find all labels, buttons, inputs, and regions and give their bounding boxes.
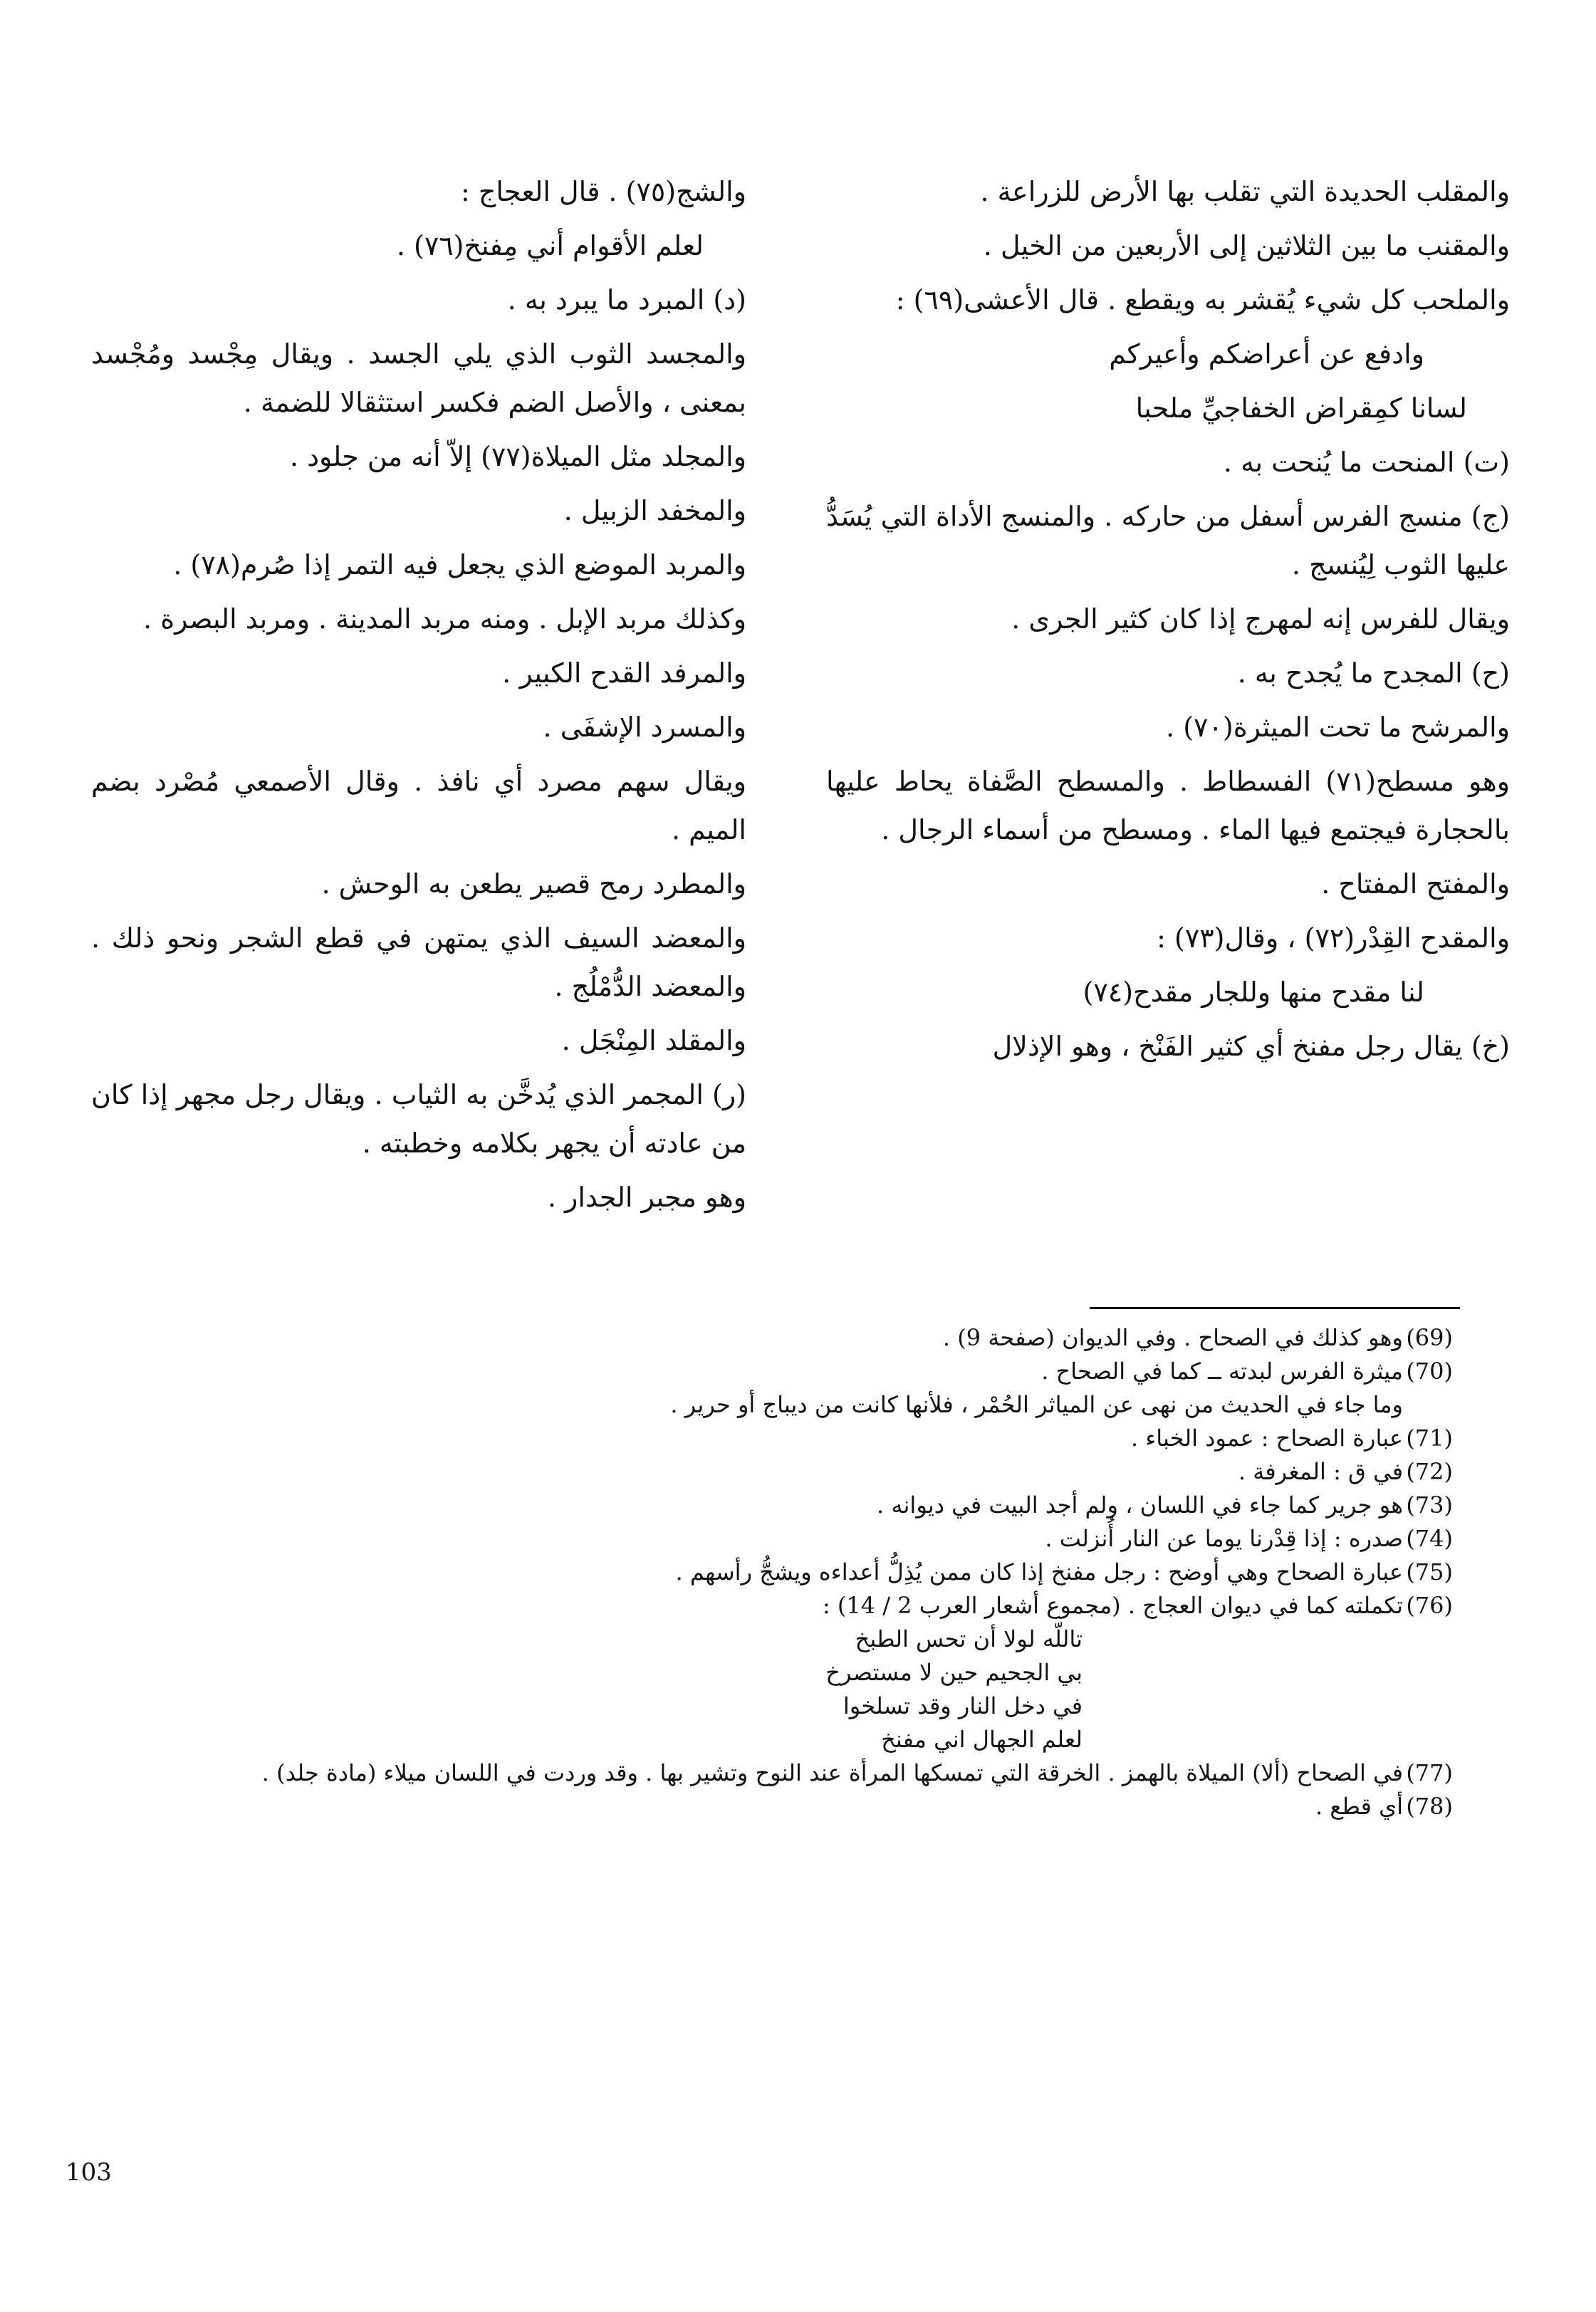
footnote-separator bbox=[1090, 1307, 1460, 1309]
footnote bbox=[114, 1355, 1453, 1388]
footnote-number: (78) bbox=[1406, 1793, 1453, 1820]
paragraph: والمقلب الحديدة التي تقلب بها الأرض للزراعة . bbox=[980, 176, 1510, 207]
paragraph: (د) المبرد ما يبرد به . bbox=[507, 284, 746, 316]
verse-line: لنا مقدح منها وللجار مقدح(٧٤) bbox=[1083, 977, 1424, 1008]
paragraph: وهو مسطح(٧١) الفسطاط . والمسطح الصَّفاة يحاط عليها بالحجارة فيجتمع فيها الماء . ومسطح من أسماء الرجال . bbox=[826, 766, 1510, 845]
footnote-number: (70) bbox=[1406, 1358, 1453, 1385]
footnote bbox=[114, 1489, 1453, 1522]
footnote bbox=[114, 1522, 1453, 1556]
poem-line: بي الجحيم حين لا مستصرخ bbox=[825, 1659, 1083, 1686]
paragraph: والمسرد الإشفَى . bbox=[543, 712, 746, 743]
footnote-number: (75) bbox=[1406, 1558, 1453, 1585]
footnote-text: وهو كذلك في الصحاح . وفي الديوان (صفحة 9) . bbox=[942, 1324, 1403, 1351]
right-column bbox=[826, 167, 1510, 1076]
footnotes bbox=[114, 1321, 1453, 1823]
footnote-number: (72) bbox=[1406, 1458, 1453, 1485]
footnote-number: (74) bbox=[1406, 1525, 1453, 1552]
paragraph: والمرشح ما تحت الميثرة(٧٠) . bbox=[1166, 712, 1510, 743]
paragraph: وكذلك مربد الإبل . ومنه مربد المدينة . ومربد البصرة . bbox=[143, 603, 746, 635]
paragraph: (ت) المنحت ما يُنحت به . bbox=[1223, 447, 1510, 478]
paragraph: (ج) منسج الفرس أسفل من حاركه . والمنسج الأداة التي يُسَدُّ عليها الثوب لِيُنسج . bbox=[826, 501, 1510, 580]
verse-line: لسانا كمِقراض الخفاجيِّ ملحبا bbox=[1135, 392, 1467, 424]
footnote-text: أي قطع . bbox=[1315, 1793, 1403, 1820]
footnote-number: (69) bbox=[1406, 1324, 1453, 1351]
footnote-text: عبارة الصحاح وهي أوضح : رجل مفنخ إذا كان ممن يُذِلُّ أعداءه ويشجُّ رأسهم . bbox=[675, 1558, 1403, 1585]
verse-line: وادفع عن أعراضكم وأعيركم bbox=[1109, 338, 1424, 370]
footnote bbox=[114, 1321, 1453, 1355]
paragraph: والمعضد السيف الذي يمتهن في قطع الشجر ونحو ذلك . والمعضد الدُّمْلُج . bbox=[91, 922, 746, 1002]
footnote-number: (73) bbox=[1406, 1491, 1453, 1519]
poem-line: تاللّه لولا أن تحس الطبخ bbox=[855, 1625, 1083, 1652]
page-number: 103 bbox=[66, 2158, 112, 2187]
paragraph: (ح) المجدح ما يُجدح به . bbox=[1237, 657, 1510, 689]
paragraph: والمجسد الثوب الذي يلي الجسد . ويقال مِجْسد ومُجْسد بمعنى ، والأصل الضم فكسر استثقالا للضمة . bbox=[91, 338, 746, 418]
paragraph: والمقلد المِنْجَل . bbox=[561, 1025, 746, 1056]
footnote-number: (76) bbox=[1406, 1592, 1453, 1619]
left-column bbox=[91, 167, 746, 1227]
poem-line: في دخل النار وقد تسلخوا bbox=[843, 1692, 1083, 1719]
footnote-number: (77) bbox=[1406, 1759, 1453, 1786]
footnote bbox=[114, 1556, 1453, 1589]
paragraph: والمخفد الزبيل . bbox=[563, 495, 746, 526]
paragraph: والمجلد مثل الميلاة(٧٧) إلاّ أنه من جلود . bbox=[289, 441, 746, 472]
footnote bbox=[114, 1388, 1453, 1422]
paragraph: وهو مجبر الجدار . bbox=[547, 1182, 746, 1213]
paragraph: والملحب كل شيء يُقشر به ويقطع . قال الأعشى(٦٩) : bbox=[895, 284, 1510, 316]
paragraph: (ر) المجمر الذي يُدخَّن به الثياب . ويقال رجل مجهر إذا كان من عادته أن يجهر بكلامه وخطبته . bbox=[91, 1079, 746, 1159]
footnote-text: وما جاء في الحديث من نهى عن المياثر الحُمْر ، فلأنها كانت من ديباج أو حرير . bbox=[670, 1391, 1403, 1418]
paragraph: والمقنب ما بين الثلاثين إلى الأربعين من الخيل . bbox=[983, 230, 1510, 261]
footnote-text: صدره : إذا قِدْرنا يوما عن النار أُنزلت . bbox=[1045, 1525, 1403, 1552]
verse-line: لعلم الأقوام أني مِفنخ(٧٦) . bbox=[396, 230, 704, 261]
footnote bbox=[114, 1589, 1453, 1623]
footnote-text: في الصحاح (ألا) الميلاة بالهمز . الخرقة التي تمسكها المرأة عند النوح وتشير بها . وقد وردت في اللسان ميلاء (مادة جلد) . bbox=[261, 1759, 1403, 1786]
paragraph: والشج(٧٥) . قال العجاج : bbox=[460, 176, 746, 207]
poem-line: لعلم الجهال اني مفنخ bbox=[881, 1726, 1083, 1753]
footnote-text: في ق : المغرفة . bbox=[1238, 1458, 1403, 1485]
footnote-number: (71) bbox=[1406, 1425, 1453, 1452]
footnote-text: ميثرة الفرس لبدته ــ كما في الصحاح . bbox=[1041, 1358, 1403, 1385]
paragraph: ويقال سهم مصرد أي نافذ . وقال الأصمعي مُصْرد بضم الميم . bbox=[91, 766, 746, 845]
paragraph: والمقدح القِدْر(٧٢) ، وقال(٧٣) : bbox=[1157, 922, 1510, 954]
footnote-text: هو جرير كما جاء في اللسان ، ولم أجد البيت في ديوانه . bbox=[877, 1491, 1403, 1519]
footnote-text: عبارة الصحاح : عمود الخباء . bbox=[1130, 1425, 1403, 1452]
footnote bbox=[114, 1455, 1453, 1489]
paragraph: والمربد الموضع الذي يجعل فيه التمر إذا صُرم(٧٨) . bbox=[173, 549, 746, 580]
footnote bbox=[114, 1756, 1453, 1790]
footnote-text: تكملته كما في ديوان العجاج . (مجموع أشعار العرب 2 / 14) : bbox=[822, 1592, 1403, 1619]
paragraph: ويقال للفرس إنه لمهرج إذا كان كثير الجرى . bbox=[1011, 603, 1510, 635]
footnote bbox=[114, 1790, 1453, 1823]
footnote bbox=[114, 1422, 1453, 1455]
paragraph: والمرفد القدح الكبير . bbox=[502, 657, 746, 689]
paragraph: والمطرد رمح قصير يطعن به الوحش . bbox=[321, 868, 746, 900]
paragraph: والمفتح المفتاح . bbox=[1321, 868, 1510, 900]
paragraph: (خ) يقال رجل مفنخ أي كثير الفَنْخ ، وهو الإذلال bbox=[992, 1031, 1510, 1062]
